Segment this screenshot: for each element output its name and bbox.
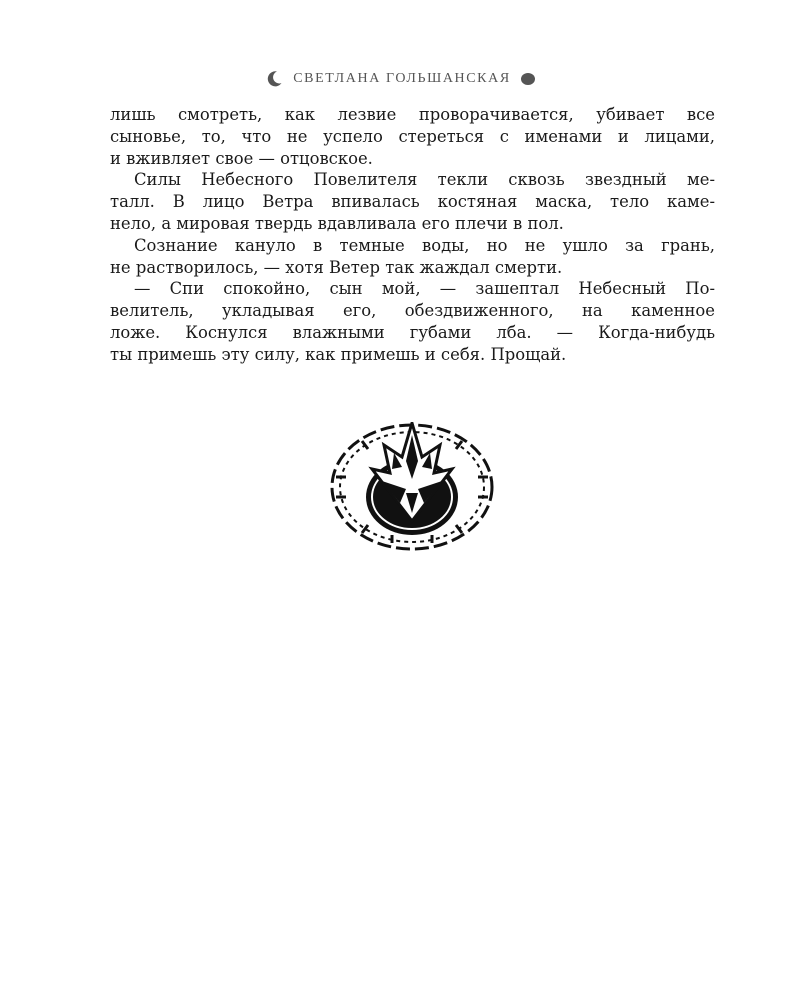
text-line: сыновье, то, что не успело стереться с именами и лицами, <box>110 126 715 146</box>
author-name: СВЕТЛАНА ГОЛЬШАНСКАЯ <box>293 71 511 86</box>
tribal-mask-emblem-icon <box>330 422 494 552</box>
text-line: велитель, укладывая его, обездвиженного, на каменное <box>110 301 715 321</box>
body-text <box>110 104 715 366</box>
running-header <box>0 68 800 90</box>
full-moon-icon <box>521 73 535 85</box>
text-line: Силы Небесного Повелителя текли сквозь звездный ме- <box>134 170 715 190</box>
crescent-moon-icon <box>265 70 283 88</box>
text-line: ты примешь эту силу, как примешь и себя. Прощай. <box>110 344 567 364</box>
text-line: Сознание кануло в темные воды, но не ушло за грань, <box>134 235 715 255</box>
text-line: не растворилось, — хотя Ветер так жаждал смерти. <box>110 257 563 277</box>
text-line: ложе. Коснулся влажными губами лба. — Когда-нибудь <box>110 322 715 342</box>
text-line: талл. В лицо Ветра впивалась костяная маска, тело каме- <box>110 192 715 212</box>
text-line: лишь смотреть, как лезвие проворачивается, убивает все <box>110 105 715 124</box>
text-line: нело, а мировая твердь вдавливала его плечи в пол. <box>110 213 564 233</box>
text-line: — Спи спокойно, сын мой, — зашептал Небесный По- <box>134 279 715 299</box>
text-line: и вживляет свое — отцовское. <box>110 148 373 168</box>
